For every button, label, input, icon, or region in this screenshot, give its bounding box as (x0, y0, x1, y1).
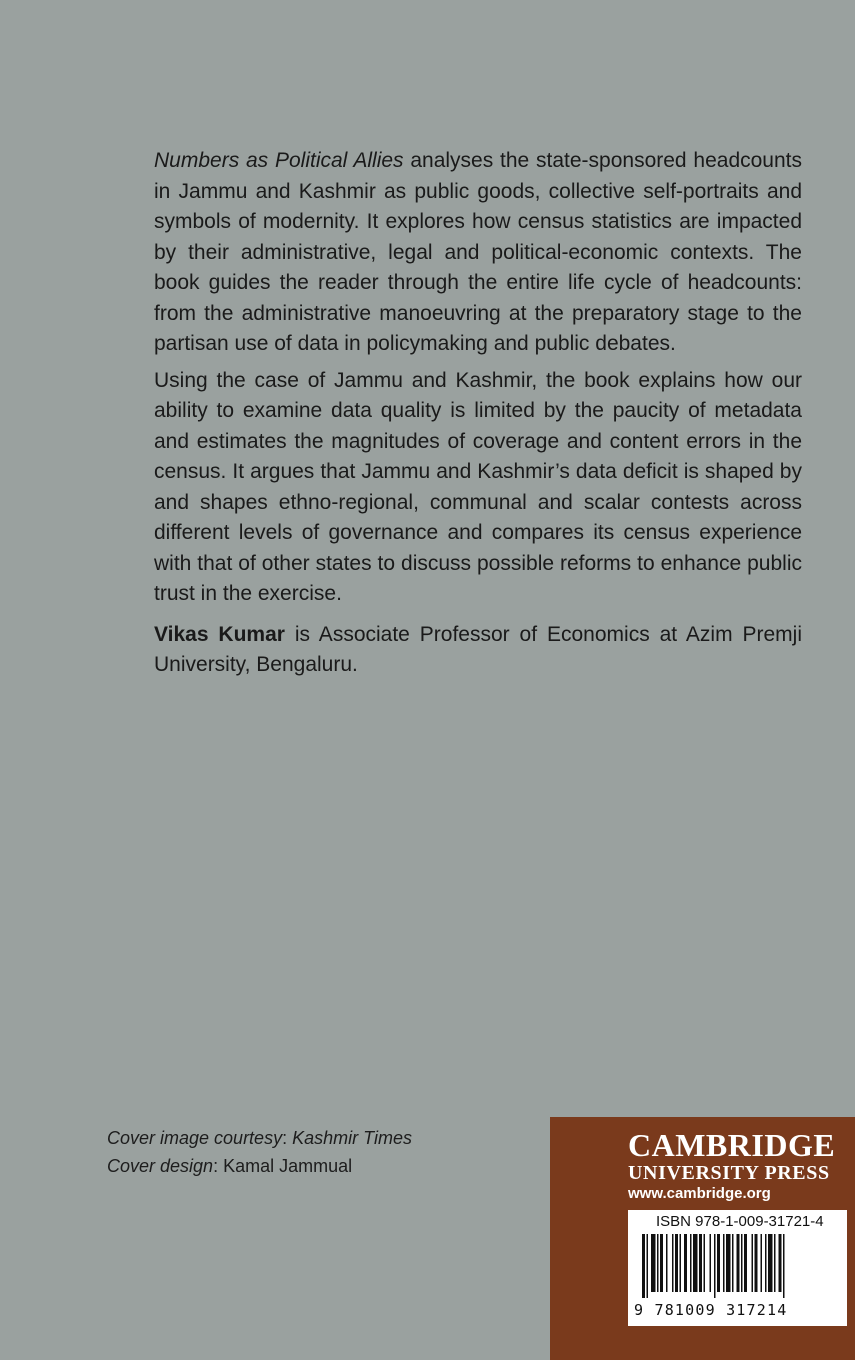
barcode-bar (675, 1234, 678, 1292)
barcode-bar (680, 1234, 682, 1292)
barcode-bar (774, 1234, 776, 1292)
barcode-bar (651, 1234, 656, 1292)
barcode-bar (755, 1234, 758, 1292)
publisher-url: www.cambridge.org (628, 1185, 771, 1202)
barcode-bar (744, 1234, 747, 1292)
barcode-bar (704, 1234, 706, 1292)
barcode-bar (660, 1234, 663, 1292)
barcode-bar (690, 1234, 692, 1292)
barcode-bar (717, 1234, 720, 1292)
book-title: Numbers as Political Allies (154, 149, 404, 172)
barcode-bar (726, 1234, 731, 1292)
barcode-bar (699, 1234, 702, 1292)
barcode-digits: 9 781009 317214 (634, 1301, 788, 1319)
cover-credits (107, 1124, 412, 1180)
isbn-label: ISBN 978-1-009-31721-4 (656, 1213, 824, 1230)
barcode-bar (737, 1234, 740, 1292)
barcode-bar (714, 1234, 716, 1298)
barcode-bar (710, 1234, 712, 1292)
barcode-box (628, 1210, 847, 1326)
barcode-bar (732, 1234, 734, 1292)
barcode-bar (752, 1234, 754, 1292)
cover-image-credit-value: Kashmir Times (292, 1128, 412, 1148)
barcode-bar (647, 1234, 649, 1298)
blurb-paragraph-1 (154, 146, 802, 360)
barcode-bar (779, 1234, 782, 1292)
blurb-paragraph-2: Using the case of Jammu and Kashmir, the book explains how our ability to examine data quality is limited by the paucity of metadata and estimates the magnitudes of coverage and content errors in the census. It argues that Jammu and Kashmir’s data deficit is shaped by and shapes ethno-regional, communal and scalar contests across different levels of governance and compares its census experience with that of other states to discuss possible reforms to enhance public trust in the exercise. (154, 368, 802, 605)
blurb-paragraph-1-text: analyses the state-sponsored headcounts in Jammu and Kashmir as public goods, collective self-portraits and symbols of modernity. It explores how census statistics are impacted by their administrative, legal and political-economic contexts. The book guides the reader through the entire life cycle of headcounts: from the administrative manoeuvring at the preparatory stage to the partisan use of data in policymaking and public debates. (154, 149, 803, 355)
back-cover-blurb (154, 146, 802, 687)
barcode-bar (741, 1234, 743, 1292)
cover-design-credit-label: Cover design (107, 1156, 214, 1176)
barcode-bars (634, 1234, 842, 1298)
barcode-bar (783, 1234, 785, 1298)
cover-image-credit-label: Cover image courtesy (107, 1128, 283, 1148)
barcode-bar (666, 1234, 668, 1292)
barcode-bar (693, 1234, 698, 1292)
cover-image-credit: Cover image courtesy: Kashmir Times (107, 1128, 412, 1148)
cover-design-credit-value: Kamal Jammual (223, 1156, 353, 1176)
barcode-bar (768, 1234, 773, 1292)
author-bio (154, 620, 802, 681)
publisher-block (550, 1117, 855, 1360)
barcode-bar (657, 1234, 659, 1292)
publisher-subtitle: UNIVERSITY PRESS (628, 1162, 830, 1184)
author-bio-text: is Associate Professor of Economics at Azim Premji University, Bengaluru. (154, 622, 802, 676)
author-name: Vikas Kumar (154, 622, 285, 646)
barcode-bar (723, 1234, 725, 1292)
publisher-name: CAMBRIDGE (628, 1127, 836, 1163)
barcode-bar (684, 1234, 687, 1292)
cover-design-credit: Cover design: Kamal Jammual (107, 1156, 353, 1176)
barcode-bar (642, 1234, 645, 1298)
barcode-bar (761, 1234, 763, 1292)
barcode-bar (765, 1234, 767, 1292)
barcode-bar (672, 1234, 674, 1292)
